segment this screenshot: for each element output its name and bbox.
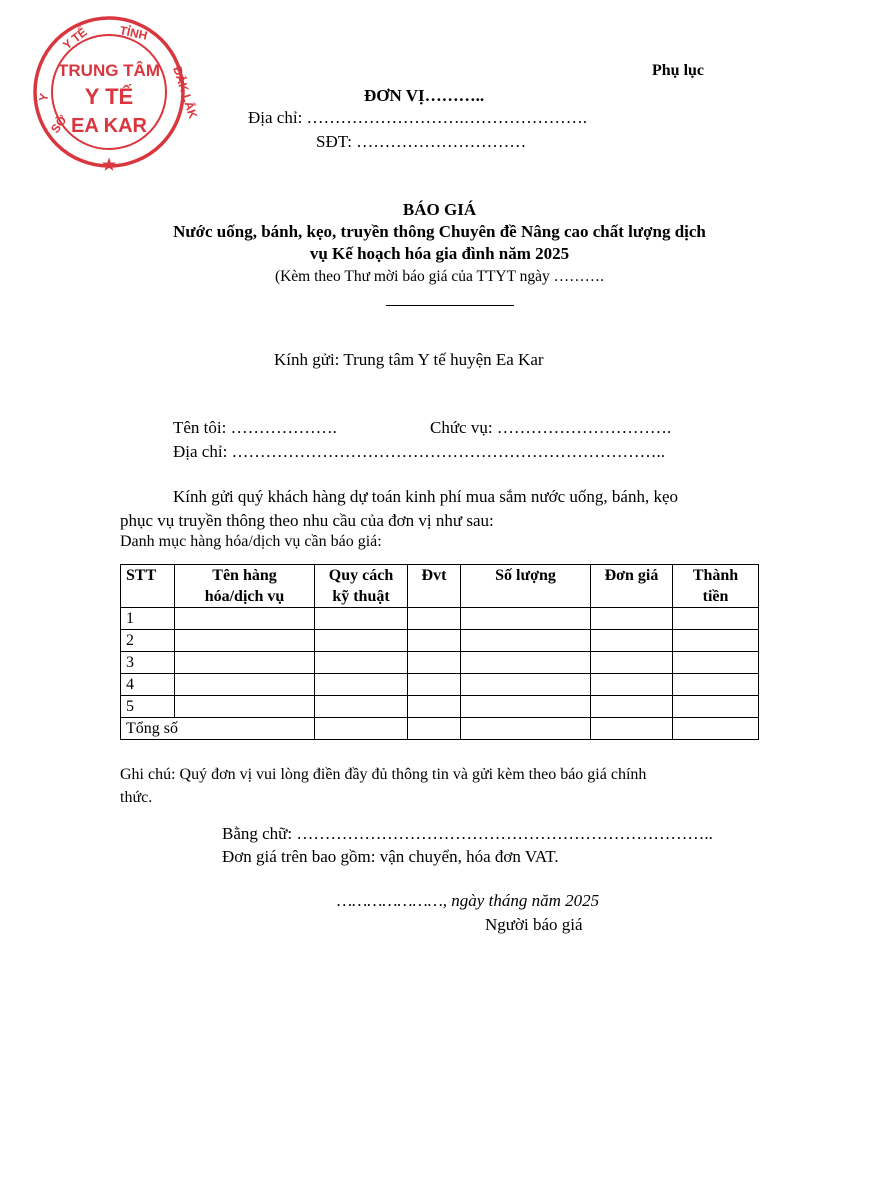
- price-includes-note: Đơn giá trên bao gồm: vận chuyển, hóa đơn VAT.: [222, 847, 559, 866]
- amount-cell[interactable]: [673, 696, 759, 718]
- row-number: 5: [121, 696, 175, 718]
- price-cell[interactable]: [591, 696, 673, 718]
- item-name-cell[interactable]: [175, 630, 315, 652]
- stamp-ring-right: ĐẮK LẮK: [170, 64, 201, 121]
- stamp-ring-top-left: Y TẾ: [60, 25, 90, 53]
- row-number: 1: [121, 608, 175, 630]
- note-line-1: Ghi chú: Quý đơn vị vui lòng điền đầy đủ thông tin và gửi kèm theo báo giá chính: [120, 766, 647, 783]
- item-name-cell[interactable]: [175, 696, 315, 718]
- table-row: [121, 630, 759, 652]
- amount-cell[interactable]: [673, 718, 759, 740]
- quantity-cell[interactable]: [461, 608, 591, 630]
- header-specification: Quy cách kỹ thuật: [315, 565, 408, 608]
- table-row: [121, 652, 759, 674]
- header-unit: Đvt: [408, 565, 461, 608]
- row-number: 2: [121, 630, 175, 652]
- signer-label: Người báo giá: [485, 915, 583, 934]
- row-number: 3: [121, 652, 175, 674]
- unit-phone: SĐT: …………………………: [316, 132, 527, 151]
- unit-cell[interactable]: [408, 696, 461, 718]
- unit-cell[interactable]: [408, 630, 461, 652]
- unit-name: ĐƠN VỊ………..: [364, 86, 485, 105]
- sender-position: Chức vụ: ………………………….: [430, 418, 672, 437]
- row-number: 4: [121, 674, 175, 696]
- quantity-cell[interactable]: [461, 696, 591, 718]
- stamp-ring-left: Y: [36, 92, 52, 103]
- date-line: …………………, ngày tháng năm 2025: [337, 891, 600, 910]
- unit-address: Địa chỉ: ……………………….………………….: [248, 108, 588, 127]
- total-label: Tổng số: [121, 718, 315, 740]
- header-stt: STT: [121, 565, 175, 608]
- table-header-row: [121, 565, 759, 608]
- price-cell[interactable]: [591, 674, 673, 696]
- quote-table: [120, 564, 759, 740]
- quantity-cell[interactable]: [461, 718, 591, 740]
- spec-cell[interactable]: [315, 630, 408, 652]
- header-item-name: Tên hàng hóa/dịch vụ: [175, 565, 315, 608]
- stamp-ring-bottom-left: SỞ: [47, 112, 70, 136]
- document-title: BÁO GIÁ: [402, 200, 477, 219]
- spec-cell[interactable]: [315, 718, 408, 740]
- item-name-cell[interactable]: [175, 652, 315, 674]
- quantity-cell[interactable]: [461, 652, 591, 674]
- spec-cell[interactable]: [315, 674, 408, 696]
- stamp-star-icon: ★: [101, 157, 117, 174]
- item-name-cell[interactable]: [175, 608, 315, 630]
- item-name-cell[interactable]: [175, 674, 315, 696]
- amount-cell[interactable]: [673, 652, 759, 674]
- list-title: Danh mục hàng hóa/dịch vụ cần báo giá:: [120, 533, 382, 550]
- note-line-2: thức.: [120, 789, 153, 806]
- red-stamp-seal: [33, 10, 201, 180]
- price-cell[interactable]: [591, 630, 673, 652]
- table-row: [121, 696, 759, 718]
- stamp-org-line3: EA KAR: [71, 115, 147, 137]
- quantity-cell[interactable]: [461, 630, 591, 652]
- spec-cell[interactable]: [315, 696, 408, 718]
- price-cell[interactable]: [591, 718, 673, 740]
- stamp-ring-top-right: TỈNH: [118, 23, 149, 43]
- header-unit-price: Đơn giá: [591, 565, 673, 608]
- quantity-cell[interactable]: [461, 674, 591, 696]
- unit-cell[interactable]: [408, 674, 461, 696]
- sender-name: Tên tôi: ……………….: [173, 418, 337, 437]
- body-paragraph-line-1: Kính gửi quý khách hàng dự toán kinh phí mua sắm nước uống, bánh, kẹo: [173, 487, 678, 506]
- unit-cell[interactable]: [408, 608, 461, 630]
- unit-cell[interactable]: [408, 652, 461, 674]
- price-cell[interactable]: [591, 652, 673, 674]
- amount-in-words: Bằng chữ: ………………………………………………………………..: [222, 824, 713, 843]
- title-divider: [386, 305, 514, 306]
- header-amount: Thành tiền: [673, 565, 759, 608]
- table-row: [121, 674, 759, 696]
- price-cell[interactable]: [591, 608, 673, 630]
- table-row: [121, 608, 759, 630]
- amount-cell[interactable]: [673, 674, 759, 696]
- unit-cell[interactable]: [408, 718, 461, 740]
- appendix-label: Phụ lục: [652, 62, 705, 79]
- amount-cell[interactable]: [673, 608, 759, 630]
- stamp-org-line2: Y TẾ: [84, 84, 134, 109]
- amount-cell[interactable]: [673, 630, 759, 652]
- spec-cell[interactable]: [315, 652, 408, 674]
- body-paragraph-line-2: phục vụ truyền thông theo nhu cầu của đơn vị như sau:: [120, 511, 494, 530]
- sender-address: Địa chỉ: …………………………………………………………………..: [173, 442, 666, 461]
- recipient-line: Kính gửi: Trung tâm Y tế huyện Ea Kar: [274, 350, 544, 369]
- spec-cell[interactable]: [315, 608, 408, 630]
- attachment-note: (Kèm theo Thư mời báo giá của TTYT ngày ……….: [274, 268, 605, 285]
- header-quantity: Số lượng: [461, 565, 591, 608]
- stamp-org-line1: TRUNG TÂM: [58, 61, 160, 80]
- subject-line-1: Nước uống, bánh, kẹo, truyền thông Chuyên đề Nâng cao chất lượng dịch: [173, 222, 706, 241]
- table-total-row: [121, 718, 759, 740]
- subject-line-2: vụ Kế hoạch hóa gia đình năm 2025: [309, 244, 570, 263]
